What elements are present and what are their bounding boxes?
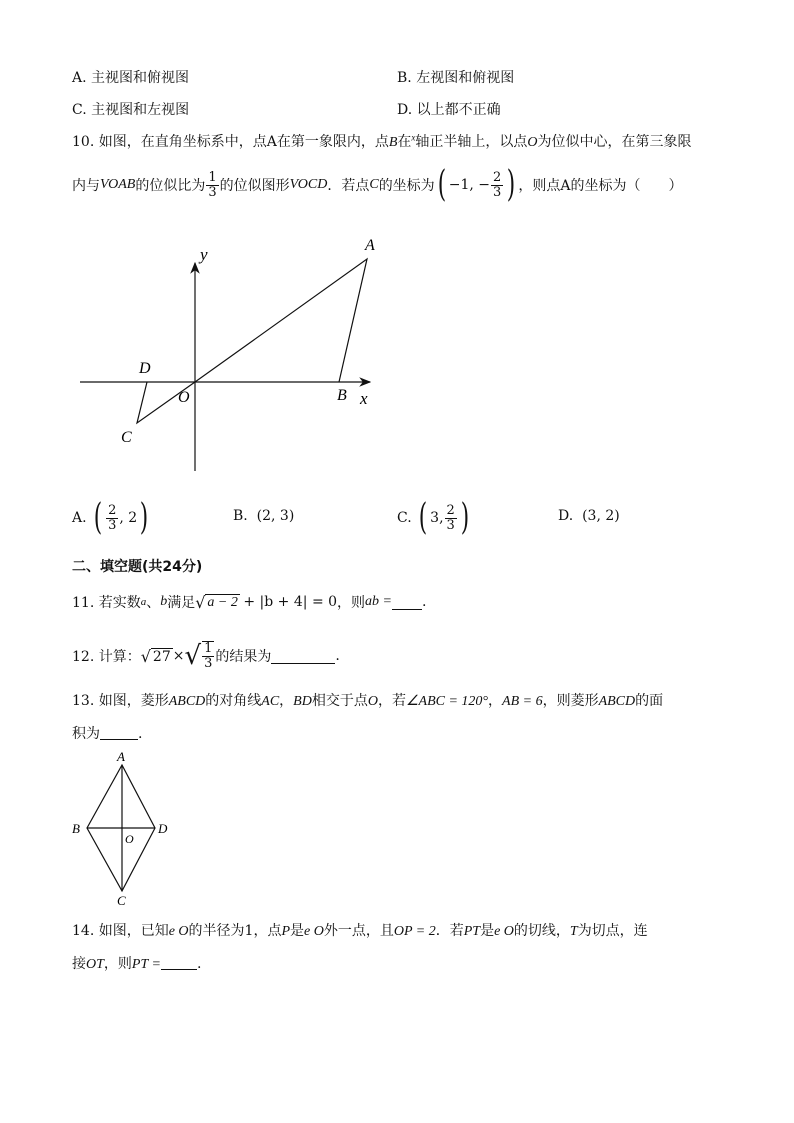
q12-answer-blank[interactable]	[271, 649, 335, 664]
label-a: A	[365, 237, 375, 254]
ratio-fraction: $\frac{1}{3}$	[208, 169, 217, 200]
rhombus-label-c: C	[117, 893, 126, 908]
q12-line: 12. 计算： √ 27 × √ $\frac{1}{3}$ 的结果为 .	[72, 641, 340, 671]
q10-option-a: A. ( $\frac{2}{3}$ , 2 )	[72, 497, 149, 538]
q11-line: 11. 若实数 a 、 b 满足 √ a − 2 + |b + 4| = 0 ，则 ab = .	[72, 592, 427, 612]
label-b: B	[337, 387, 347, 404]
section-heading: 二、填空题(共24分)	[72, 559, 203, 575]
rhombus-label-o: O	[125, 832, 134, 846]
rhombus-label-a: A	[117, 749, 125, 764]
rhombus-label-b: B	[72, 821, 80, 836]
q14-line2: 接OT，则PT = .	[72, 956, 202, 972]
rhombus-label-d: D	[158, 821, 168, 836]
label-o: O	[178, 389, 190, 406]
q10-line1: 10. 如图，在直角坐标系中，点A在第一象限内，点B在$^x$轴正半轴上，以点O为位似中心，在第三象限	[72, 132, 692, 150]
q9-option-a: A. 主视图和俯视图	[72, 70, 190, 86]
q14-answer-blank[interactable]	[161, 955, 197, 970]
triangle-oab	[195, 259, 367, 382]
q9-option-c: C. 主视图和左视图	[72, 102, 190, 118]
label-c: C	[121, 429, 132, 446]
q10-coordinate-figure	[70, 228, 390, 478]
label-d: D	[139, 360, 151, 377]
q9-option-d: D. 以上都不正确	[397, 102, 501, 118]
q10-option-d: D. (3, 2)	[558, 508, 620, 524]
q13-line1: 13. 如图，菱形ABCD的对角线AC，BD相交于点O，若∠ABC = 120°，AB = 6，则菱形ABCD的面	[72, 693, 664, 709]
q14-line1: 14. 如图，已知e O的半径为1，点P是e O外一点，且OP = 2．若PT是e O的切线，T为切点，连	[72, 923, 648, 939]
q13-rhombus-figure	[66, 748, 181, 910]
q10-option-b: B. (2, 3)	[233, 508, 295, 524]
q10-option-c: C. ( 3, $\frac{2}{3}$ )	[397, 497, 470, 538]
label-y: y	[200, 245, 208, 264]
q11-answer-blank[interactable]	[392, 595, 422, 610]
label-x: x	[360, 389, 368, 408]
q13-line2: 积为 .	[72, 726, 143, 742]
q9-option-b: B. 左视图和俯视图	[397, 70, 515, 86]
q10-line2: 内与 VOAB 的位似比为 $\frac{1}{3}$ 的位似图形 VOCD ．若点 C 的坐标为 ( −1, − $\frac{2}{3}$ ) ，则点A的坐标为（ ）	[72, 164, 683, 205]
q13-answer-blank[interactable]	[100, 725, 138, 740]
